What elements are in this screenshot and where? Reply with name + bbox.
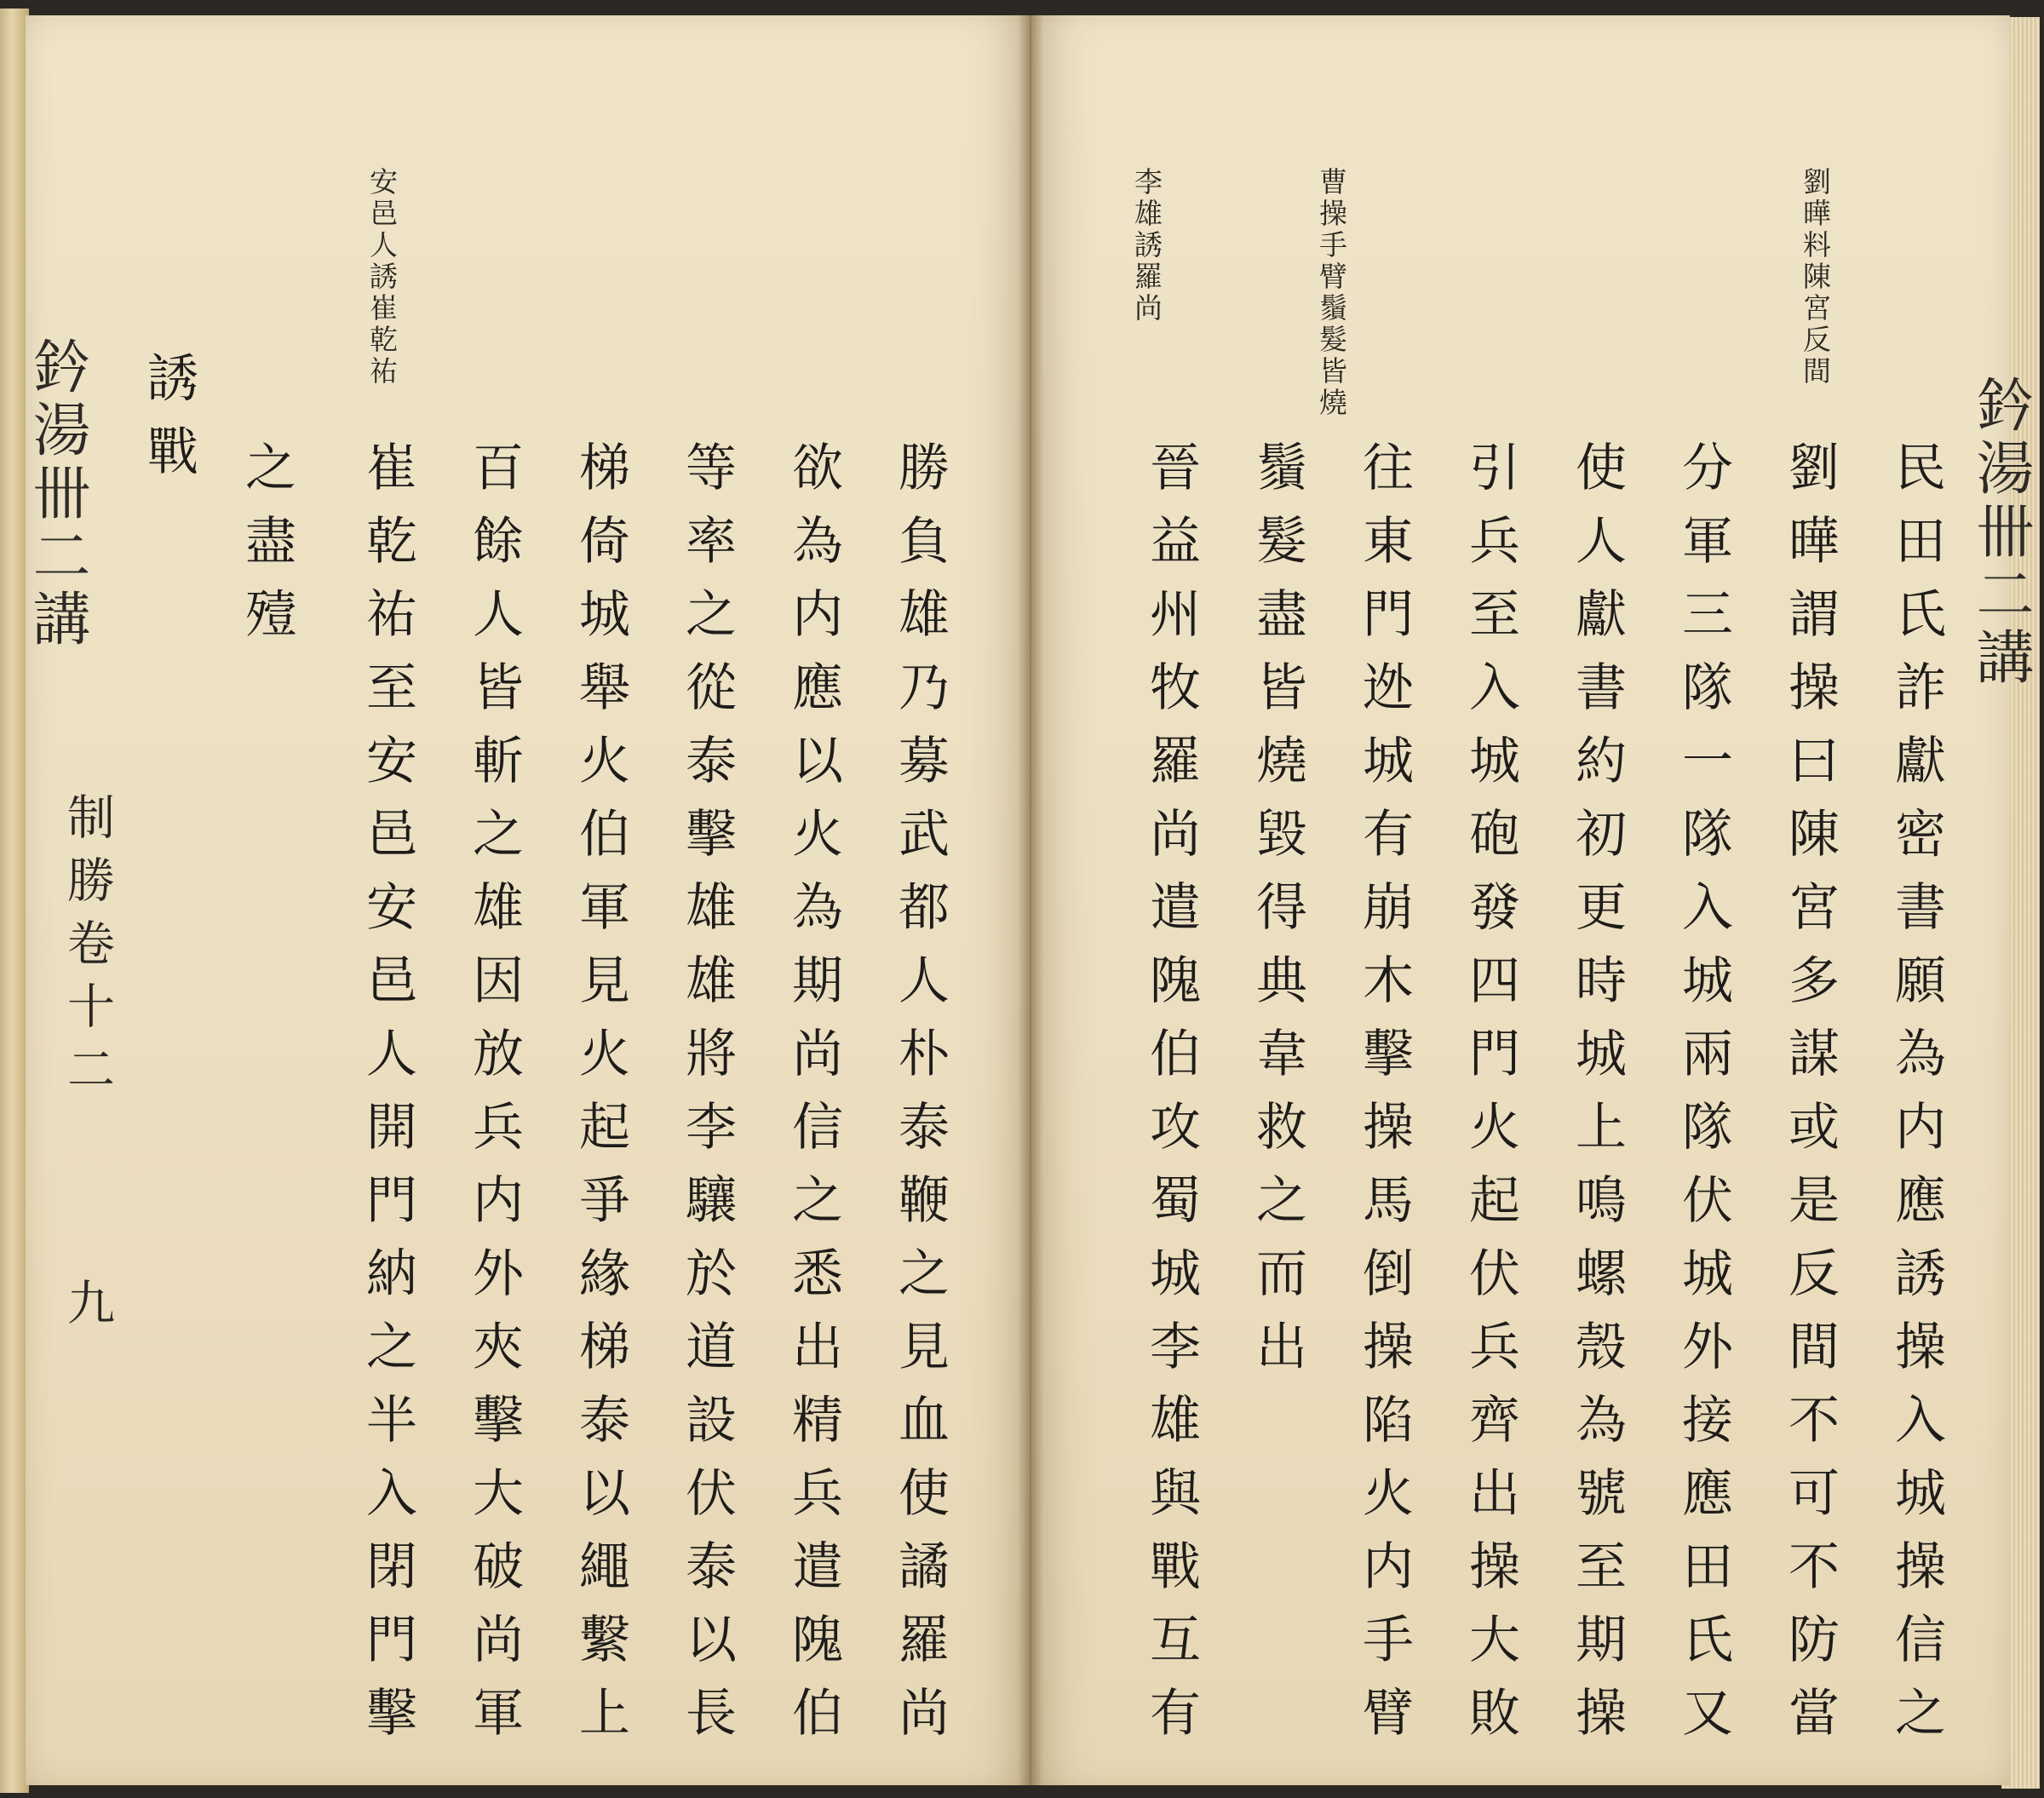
left-margin-title: 鈐湯卌二講 [23, 336, 90, 652]
main-text-column: 往東門迯城有崩木擊操馬倒操陷火内手臂 [1354, 440, 1414, 1759]
main-text-column: 之盡殪 [237, 440, 296, 660]
folio-number: 九 [60, 1278, 115, 1325]
main-text-column: 鬚髮盡皆燒毀得典韋救之而出 [1248, 440, 1307, 1393]
main-text-column: 等率之從泰擊雄雄將李驤於道設伏泰以長 [677, 440, 737, 1759]
right-margin-title: 鈐湯卌二講 [1966, 375, 2034, 690]
section-heading: 誘戰 [139, 351, 198, 497]
main-text-column: 崔乾祐至安邑安邑人開門納之半入閉門擊 [358, 440, 417, 1759]
main-text-column: 劉曄謂操曰陳宮多謀或是反間不可不防當 [1780, 440, 1840, 1759]
main-text-column: 百餘人皆斬之雄因放兵内外夾擊大破尚軍 [464, 440, 524, 1759]
gutter-fold [1030, 15, 1031, 1785]
main-text-column: 引兵至入城砲發四門火起伏兵齊出操大敗 [1461, 440, 1520, 1759]
main-text-column: 民田氏詐獻密書願為内應誘操入城操信之 [1886, 440, 1946, 1759]
main-text-column: 勝負雄乃募武都人朴泰鞭之見血使譎羅尚 [890, 440, 950, 1759]
main-text-column: 晉益州牧羅尚遣隗伯攻蜀城李雄與戰互有 [1141, 440, 1201, 1759]
head-note: 安邑人誘崔乾祐 [365, 167, 399, 388]
main-text-column: 欲為内應以火為期尚信之悉出精兵遣隗伯 [784, 440, 843, 1759]
chapter-marker: 制勝卷十二 [60, 792, 115, 1107]
main-text-column: 使人獻書約初更時城上鳴螺殼為號至期操 [1567, 440, 1627, 1759]
left-page [26, 15, 1031, 1785]
left-page-edge [0, 9, 29, 1793]
head-note: 曹操手臂鬚髮皆燒 [1315, 167, 1348, 419]
main-text-column: 梯倚城舉火伯軍見火起爭緣梯泰以繩繫上 [571, 440, 630, 1759]
head-note: 李雄誘羅尚 [1130, 167, 1163, 325]
head-note: 劉曄料陳宮反間 [1799, 167, 1832, 388]
main-text-column: 分軍三隊一隊入城兩隊伏城外接應田氏又 [1674, 440, 1733, 1759]
